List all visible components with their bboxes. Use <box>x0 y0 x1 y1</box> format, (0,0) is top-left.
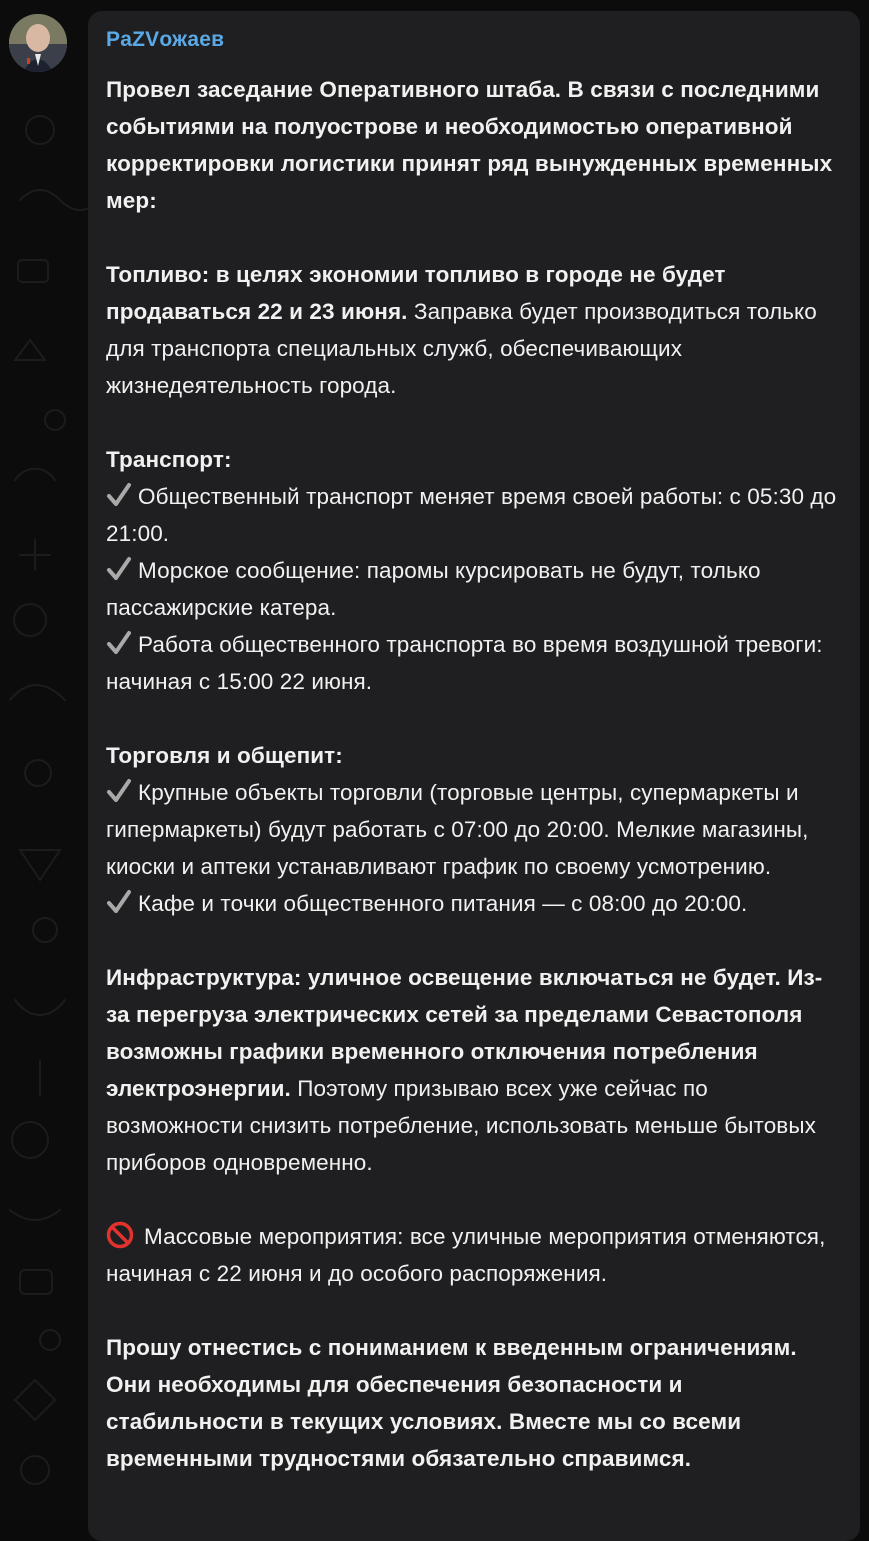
list-item <box>106 774 842 885</box>
infra-rest-text: Поэтому призываю всех уже сейчас по возможности снизить потребление, использовать меньше бытовых приборов одновременно. <box>106 1076 816 1175</box>
fuel-paragraph <box>106 256 842 404</box>
transport-item-text: Общественный транспорт меняет время своей работы: с 05:30 до 21:00. <box>106 484 837 546</box>
trade-item-text: Крупные объекты торговли (торговые центры, супермаркеты и гипермаркеты) будут работать с 07:00 до 20:00. Мелкие магазины, киоски и аптеки устанавливают график по своему усмотрению. <box>106 780 809 879</box>
no-entry-icon <box>106 1221 134 1249</box>
transport-heading: Транспорт: <box>106 447 232 472</box>
trade-section <box>106 737 842 922</box>
check-mark-icon <box>106 630 132 656</box>
infra-bold-text: Инфраструктура: уличное освещение включаться не будет. Из-за перегруза электрических сетей за пределами Севастополя возможны графики временного отключения потребления электроэнергии. <box>106 965 823 1101</box>
closing-paragraph: Прошу отнестись с пониманием к введенным ограничениям. Они необходимы для обеспечения безопасности и стабильности в текущих условиях. Вместе мы со всеми временными трудностями обязательно справимся. <box>106 1335 797 1471</box>
events-paragraph <box>106 1218 842 1292</box>
list-item <box>106 552 842 626</box>
transport-item-text: Морское сообщение: паромы курсировать не будут, только пассажирские катера. <box>106 558 761 620</box>
message-text <box>106 71 842 1477</box>
check-mark-icon <box>106 556 132 582</box>
events-text: Массовые мероприятия: все уличные мероприятия отменяются, начиная с 22 июня и до особого распоряжения. <box>106 1224 826 1286</box>
transport-item-text: Работа общественного транспорта во время воздушной тревоги: начиная с 15:00 22 июня. <box>106 632 823 694</box>
fuel-rest-text: Заправка будет производиться только для транспорта специальных служб, обеспечивающих жизнедеятельность города. <box>106 299 817 398</box>
sender-avatar[interactable] <box>9 14 67 72</box>
message-bubble[interactable] <box>88 11 860 1541</box>
list-item <box>106 478 842 552</box>
sender-name[interactable]: PaZVожаев <box>106 28 225 51</box>
list-item <box>106 885 842 922</box>
list-item <box>106 626 842 700</box>
fuel-bold-text: Топливо: в целях экономии топливо в городе не будет продаваться 22 и 23 июня. <box>106 262 726 324</box>
check-mark-icon <box>106 778 132 804</box>
check-mark-icon <box>106 482 132 508</box>
trade-item-text: Кафе и точки общественного питания — с 08:00 до 20:00. <box>138 891 748 916</box>
transport-section <box>106 441 842 700</box>
check-mark-icon <box>106 889 132 915</box>
trade-heading: Торговля и общепит: <box>106 743 343 768</box>
infrastructure-paragraph <box>106 959 842 1181</box>
avatar-portrait <box>9 14 67 72</box>
message-intro: Провел заседание Оперативного штаба. В связи с последними событиями на полуострове и необходимостью оперативной корректировки логистики принят ряд вынужденных временных мер: <box>106 77 833 213</box>
